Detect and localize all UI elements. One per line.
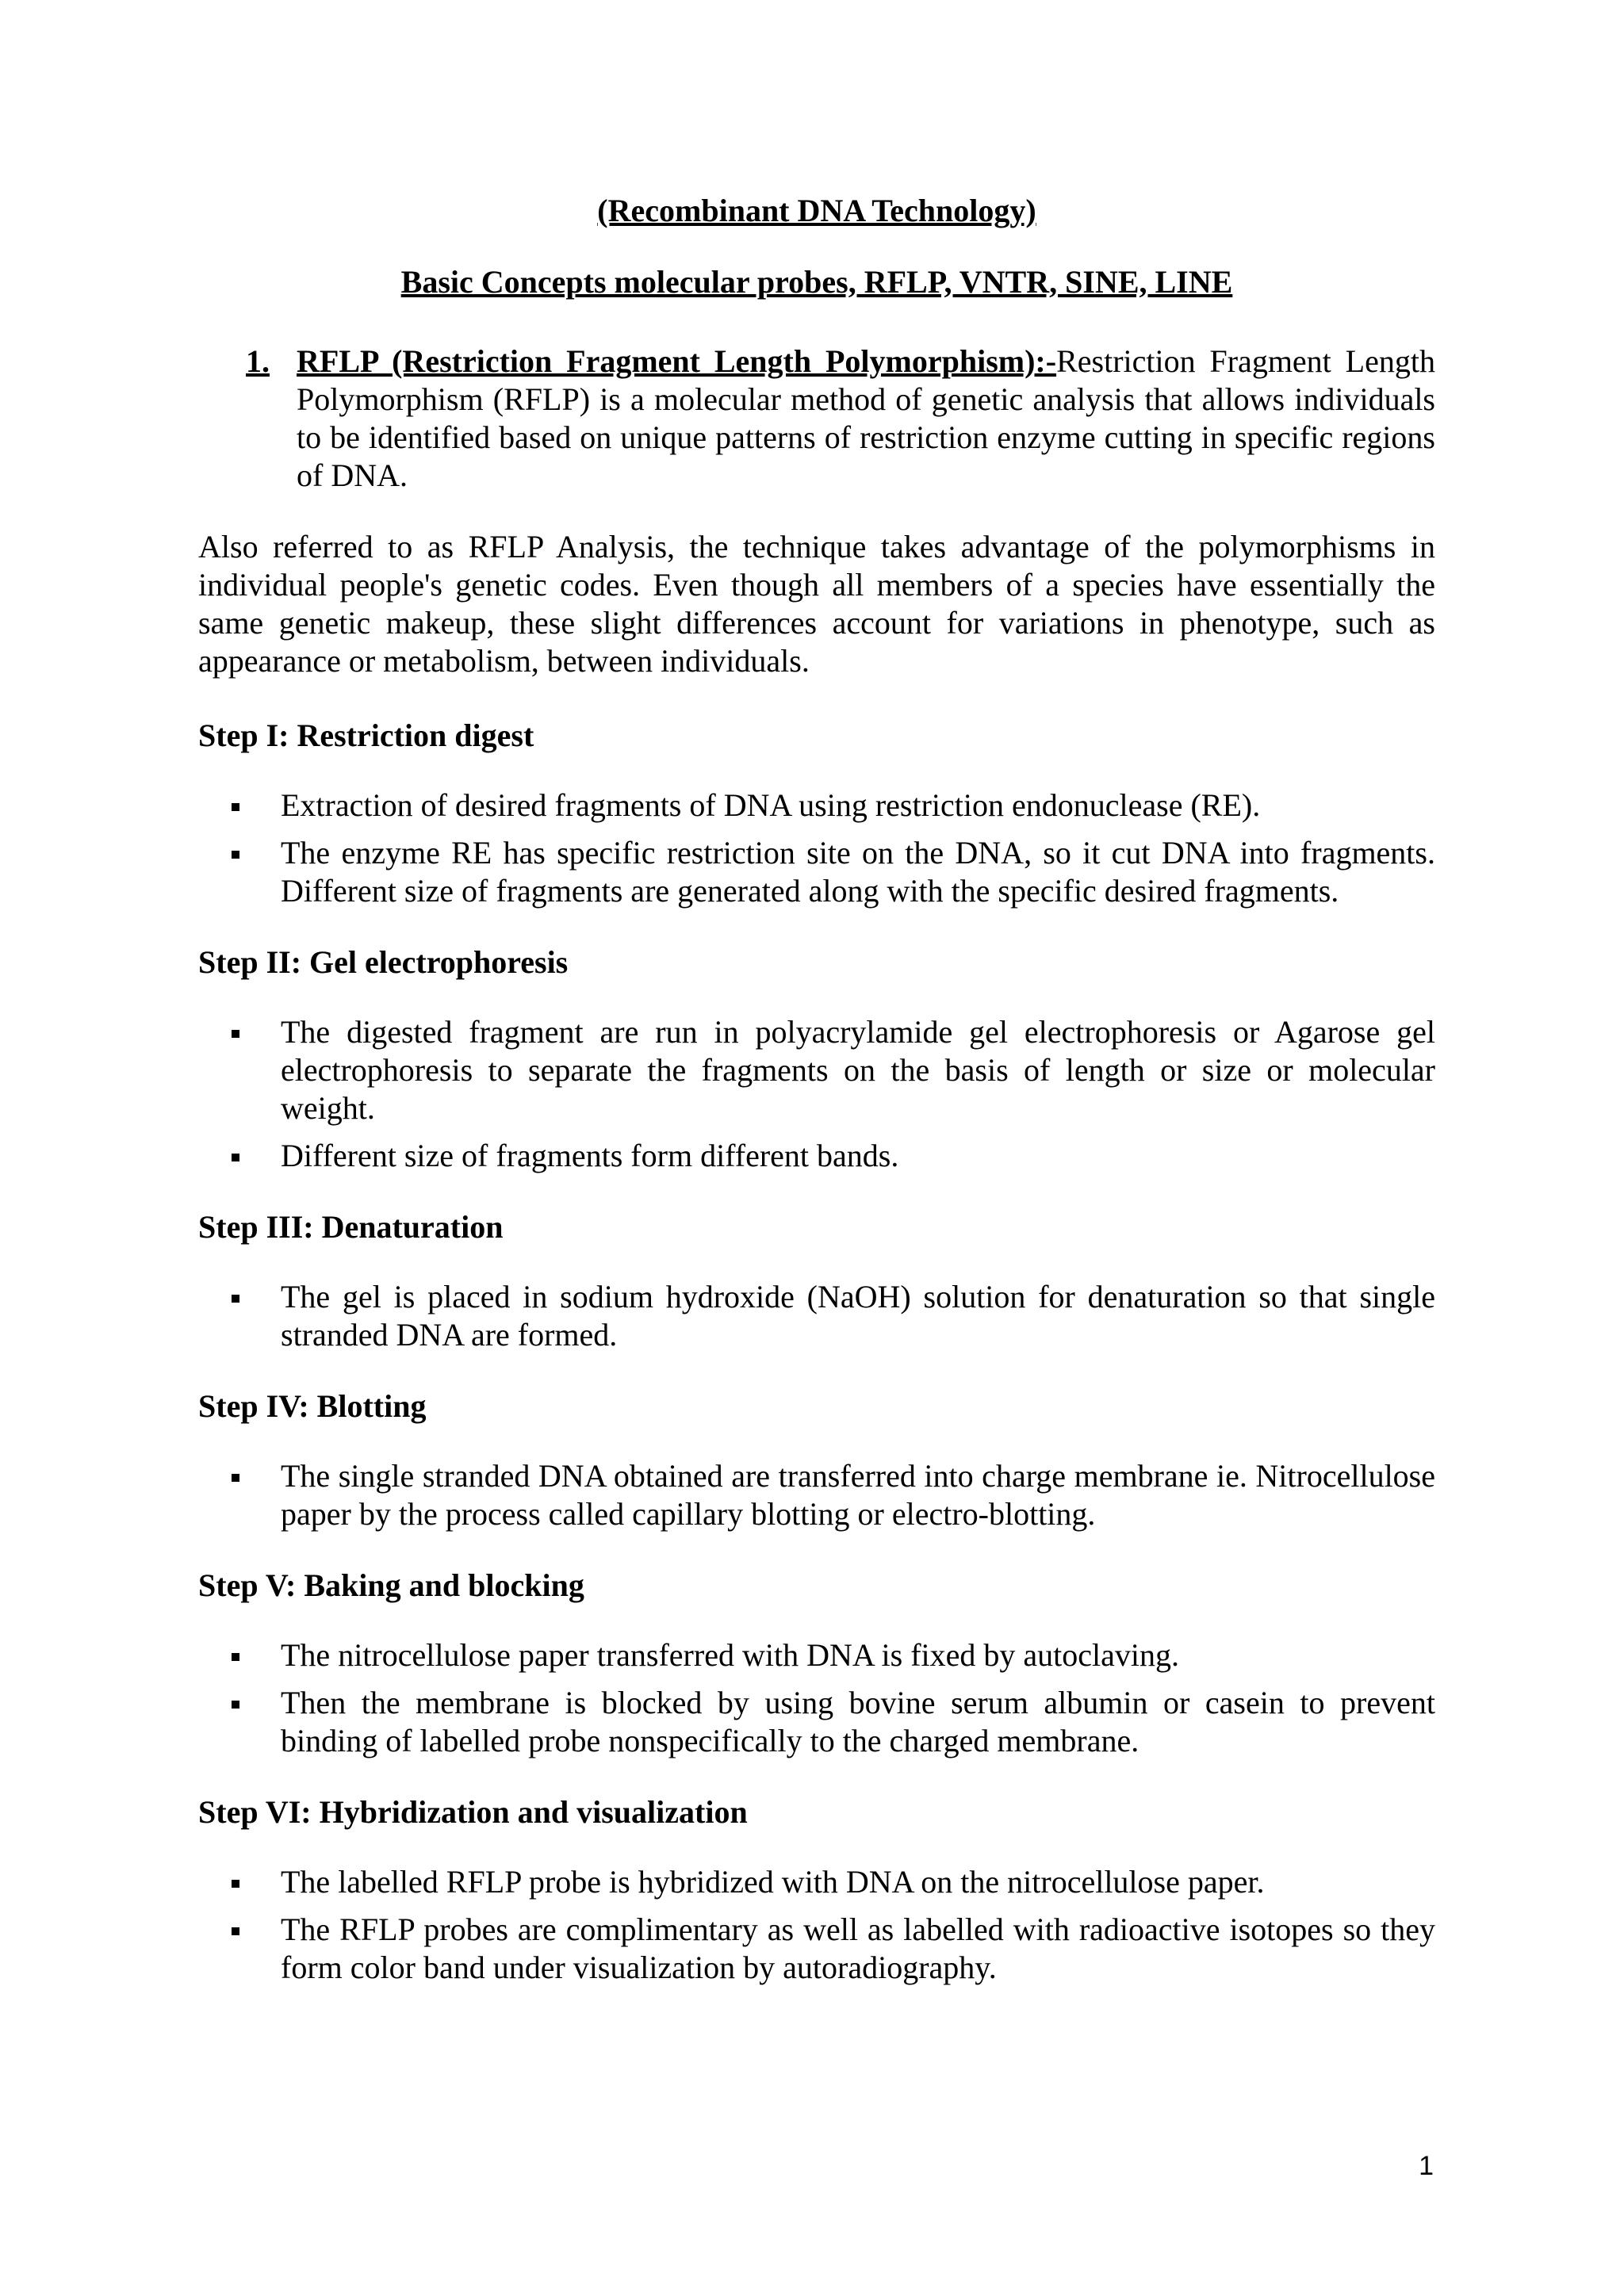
list-item [198,786,1435,825]
step-5-bullets [198,1636,1435,1760]
section-heading: RFLP (Restriction Fragment Length Polymorphism):- [297,343,1057,379]
step-heading-5: Step V: Baking and blocking [198,1567,584,1603]
bullet-text: The nitrocellulose paper transferred with DNA is fixed by autoclaving. [281,1637,1179,1673]
bullet-square-icon [232,1927,239,1935]
step-1-bullets [198,786,1435,910]
bullet-square-icon [232,1474,239,1482]
list-item [198,834,1435,910]
document-subtitle: Basic Concepts molecular probes, RFLP, VNTR, SINE, LINE [400,264,1233,300]
list-item [198,1636,1435,1674]
bullet-text: Extraction of desired fragments of DNA using restriction endonuclease (RE). [281,787,1261,823]
bullet-square-icon [232,1653,239,1661]
step-heading-3: Step III: Denaturation [198,1209,504,1245]
bullet-text: The enzyme RE has specific restriction site on the DNA, so it cut DNA into fragments. Different size of fragments are generated along with the specific desired fragments. [281,835,1435,909]
bullet-text: The single stranded DNA obtained are transferred into charge membrane ie. Nitrocellulose paper by the process called capillary blotting or electro-blotting. [281,1458,1435,1532]
bullet-text: The gel is placed in sodium hydroxide (NaOH) solution for denaturation so that single stranded DNA are formed. [281,1279,1435,1353]
step-6-bullets [198,1863,1435,1987]
section-number: 1. [246,343,270,379]
bullet-square-icon [232,803,239,811]
intro-paragraph: Also referred to as RFLP Analysis, the technique takes advantage of the polymorphisms in individual people's genetic codes. Even though all members of a species have essentially the same genetic makeup, these slight differences account for variations in phenotype, such as appearance or metabolism, between individuals. [198,529,1435,679]
step-4-bullets [198,1457,1435,1533]
list-item [198,1137,1435,1175]
page-number: 1 [1419,2151,1434,2181]
bullet-square-icon [232,1701,239,1709]
step-heading-2: Step II: Gel electrophoresis [198,944,569,980]
bullet-text: The digested fragment are run in polyacrylamide gel electrophoresis or Agarose gel electrophoresis to separate the fragments on the basis of length or size or molecular weight. [281,1014,1435,1126]
document-title: (Recombinant DNA Technology) [597,193,1036,228]
bullet-square-icon [232,1295,239,1303]
list-item [198,1278,1435,1354]
step-heading-4: Step IV: Blotting [198,1388,427,1424]
step-heading-1: Step I: Restriction digest [198,718,534,753]
list-item [198,1684,1435,1760]
step-2-bullets [198,1013,1435,1175]
bullet-text: The labelled RFLP probe is hybridized with DNA on the nitrocellulose paper. [281,1864,1265,1900]
bullet-text: Then the membrane is blocked by using bovine serum albumin or casein to prevent binding of labelled probe nonspecifically to the charged membrane. [281,1685,1435,1758]
bullet-text: The RFLP probes are complimentary as well as labelled with radioactive isotopes so they form color band under visualization by autoradiography. [281,1911,1435,1985]
list-item [198,1457,1435,1533]
section-item [198,342,1435,495]
bullet-text: Different size of fragments form different bands. [281,1138,899,1173]
bullet-square-icon [232,1880,239,1888]
bullet-square-icon [232,1154,239,1161]
list-item [198,1911,1435,1987]
bullet-square-icon [232,851,239,859]
list-item [198,1013,1435,1127]
list-item [198,1863,1435,1901]
step-3-bullets [198,1278,1435,1354]
section-text: Restriction Fragment Length Polymorphism (RFLP) is a molecular method of genetic analysis that allows individuals to be identified based on unique patterns of restriction enzyme cutting in specific regions of DNA. [297,343,1435,493]
page-content [198,192,1435,2020]
section-list [198,342,1435,495]
step-heading-6: Step VI: Hybridization and visualization [198,1794,748,1830]
bullet-square-icon [232,1030,239,1038]
